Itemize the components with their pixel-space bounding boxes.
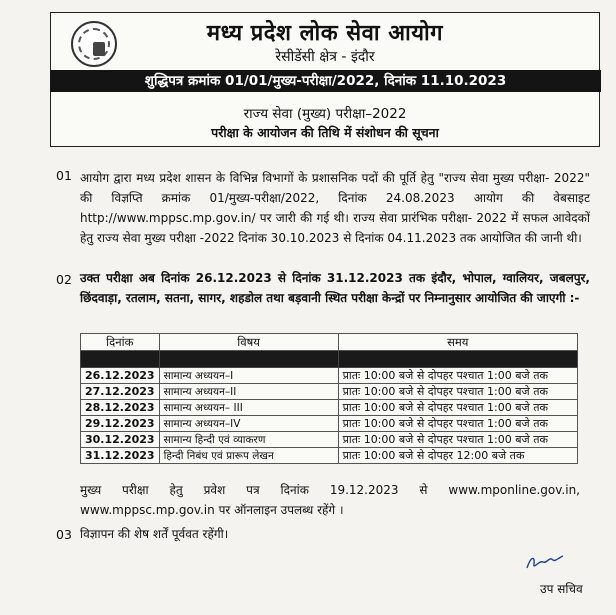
exam-title: राज्य सेवा (मुख्य) परीक्षा–2022 xyxy=(243,106,407,122)
point-text: विज्ञापन की शेष शर्तें पूर्ववत रहेंगी। xyxy=(80,527,229,541)
corrigendum-banner: शुद्धिपत्र क्रमांक 01/01/मुख्य-परीक्षा/2022, दिनांक 11.10.2023 xyxy=(50,70,601,92)
table-row xyxy=(81,384,578,400)
table-row xyxy=(81,448,578,464)
row-time: प्रातः 10:00 बजे से दोपहर 12:00 बजे तक xyxy=(338,448,577,464)
column-header-subject: विषय xyxy=(159,334,338,351)
row-date: 28.12.2023 xyxy=(81,400,160,416)
org-name: मध्य प्रदेश लोक सेवा आयोग xyxy=(206,21,444,46)
point-number: 01 xyxy=(56,168,72,183)
exam-schedule-table xyxy=(80,333,578,464)
row-time: प्रातः 10:00 बजे से दोपहर पश्चात 1:00 बजे तक xyxy=(338,400,577,416)
designation: उप सचिव xyxy=(540,582,583,596)
notice-subject: परीक्षा के आयोजन की तिथि में संशोधन की सूचना xyxy=(211,125,439,140)
point-number: 02 xyxy=(56,272,72,287)
point-number: 03 xyxy=(56,527,72,542)
row-subject: सामान्य अध्ययन–II xyxy=(159,384,338,400)
table-header-bar xyxy=(81,351,578,368)
signature-icon xyxy=(525,550,565,574)
table-row xyxy=(81,400,578,416)
column-header-date: दिनांक xyxy=(81,334,160,351)
row-time: प्रातः 10:00 बजे से दोपहर पश्चात 1:00 बजे तक xyxy=(338,368,577,384)
table-row xyxy=(81,368,578,384)
table-row xyxy=(81,416,578,432)
letterhead xyxy=(50,12,600,71)
org-location: रेसीडेंसी क्षेत्र - इंदौर xyxy=(275,49,375,65)
point-text: उक्त परीक्षा अब दिनांक 26.12.2023 से दिनांक 31.12.2023 तक इंदौर, भोपाल, ग्वालियर, जबलपुर, छिंदवाड़ा, रतलाम, सतना, सागर, शहडोल तथा बड़वानी स्थित परीक्षा केन्द्रों पर निम्नानुसार आयोजित की जाएगी :- xyxy=(80,271,590,305)
row-subject: सामान्य अध्ययन–IV xyxy=(159,416,338,432)
row-date: 26.12.2023 xyxy=(81,368,160,384)
row-subject: सामान्य हिन्दी एवं व्याकरण xyxy=(159,432,338,448)
row-subject: सामान्य अध्ययन–I xyxy=(159,368,338,384)
row-time: प्रातः 10:00 बजे से दोपहर पश्चात 1:00 बजे तक xyxy=(338,432,577,448)
admit-card-note: मुख्य परीक्षा हेतु प्रवेश पत्र दिनांक 19.12.2023 से www.mponline.gov.in, www.mppsc.mp.gov.in पर ऑनलाइन उपलब्ध रहेंगे । xyxy=(80,483,580,517)
row-subject: हिन्दी निबंध एवं प्रारूप लेखन xyxy=(159,448,338,464)
row-date: 30.12.2023 xyxy=(81,432,160,448)
exam-header xyxy=(50,92,600,147)
row-time: प्रातः 10:00 बजे से दोपहर पश्चात 1:00 बजे तक xyxy=(338,416,577,432)
table-row xyxy=(81,432,578,448)
row-date: 29.12.2023 xyxy=(81,416,160,432)
row-subject: सामान्य अध्ययन– III xyxy=(159,400,338,416)
row-date: 31.12.2023 xyxy=(81,448,160,464)
column-header-time: समय xyxy=(338,334,577,351)
row-date: 27.12.2023 xyxy=(81,384,160,400)
point-text: आयोग द्वारा मध्य प्रदेश शासन के विभिन्न विभागों के प्रशासनिक पदों की पूर्ति हेतु "राज्य सेवा मुख्य परीक्षा- 2022" की विज्ञप्ति क्रमांक 01/मुख्य-परीक्षा/2022, दिनांक 24.08.2023 आयोग की वेबसाइट http://www.mppsc.mp.gov.in/ पर जारी की गई थी। राज्य सेवा प्रारंभिक परीक्षा- 2022 में सफल आवेदकों हेतु राज्य सेवा मुख्य परीक्षा -2022 दिनांक 30.10.2023 से दिनांक 04.11.2023 तक आयोजित की जानी थी। xyxy=(80,171,590,245)
row-time: प्रातः 10:00 बजे से दोपहर पश्चात 1:00 बजे तक xyxy=(338,384,577,400)
table-header-row xyxy=(81,334,578,351)
